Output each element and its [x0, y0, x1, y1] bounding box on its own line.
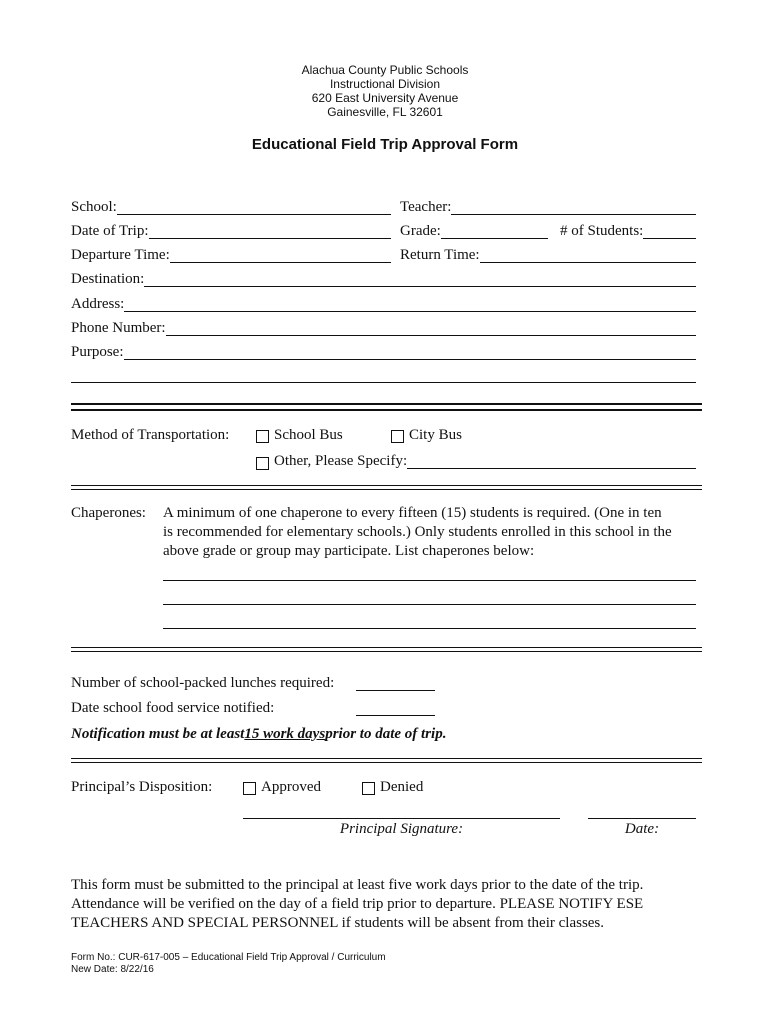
form-number: Form No.: CUR-617-005 – Educational Field Trip Approval / Curriculum [71, 952, 386, 963]
purpose-label: Purpose: [71, 344, 124, 360]
address-input-line[interactable] [124, 296, 696, 312]
lunch-count-label: Number of school-packed lunches required: [71, 675, 335, 691]
submission-notice [71, 876, 711, 933]
lunch-count-input-line[interactable] [356, 675, 435, 691]
principal-date-label: Date: [624, 821, 660, 837]
school-label: School: [71, 199, 117, 215]
destination-input-line[interactable] [144, 271, 696, 287]
district-name: Alachua County Public Schools [301, 63, 469, 77]
grade-input-line[interactable] [441, 223, 548, 239]
departure-time-label: Departure Time: [71, 247, 170, 263]
approved-label: Approved [261, 779, 321, 795]
denied-option[interactable] [362, 779, 423, 796]
notification-requirement [71, 726, 446, 743]
teacher-input-line[interactable] [451, 199, 696, 215]
street-address: 620 East University Avenue [311, 91, 459, 105]
purpose-field[interactable] [71, 342, 696, 360]
transportation-label: Method of Transportation: [71, 427, 230, 443]
city-state-zip: Gainesville, FL 32601 [327, 105, 443, 119]
school-field[interactable] [71, 197, 391, 215]
food-service-date-input-line[interactable] [356, 700, 435, 716]
address-field[interactable] [71, 294, 696, 312]
principal-date-line[interactable] [588, 805, 696, 819]
date-of-trip-field[interactable] [71, 221, 391, 239]
city-bus-checkbox[interactable] [391, 430, 404, 443]
denied-checkbox[interactable] [362, 782, 375, 795]
phone-input-line[interactable] [166, 320, 696, 336]
principal-signature-line[interactable] [243, 805, 560, 819]
teacher-field[interactable] [400, 197, 696, 215]
section-divider [71, 647, 702, 652]
destination-field[interactable] [71, 269, 696, 287]
chaperones-label: Chaperones: [71, 505, 146, 521]
school-bus-label: School Bus [274, 427, 343, 443]
chaperones-text-line: is recommended for elementary schools.) Only students enrolled in this school in the [163, 524, 672, 540]
destination-label: Destination: [71, 271, 145, 287]
notification-text-start: Notification must be at least [71, 726, 245, 742]
other-transport-checkbox[interactable] [256, 457, 269, 470]
other-transport-label: Other, Please Specify: [274, 453, 408, 469]
school-bus-checkbox[interactable] [256, 430, 269, 443]
division-name: Instructional Division [329, 77, 441, 91]
food-service-notified-label: Date school food service notified: [71, 700, 275, 716]
denied-label: Denied [380, 779, 424, 795]
form-footer [71, 952, 386, 976]
num-students-input-line[interactable] [643, 223, 696, 239]
district-header [0, 63, 770, 119]
chaperones-text-line: above grade or group may participate. List chaperones below: [163, 543, 535, 559]
principal-disposition-label: Principal’s Disposition: [71, 779, 213, 795]
grade-field[interactable] [400, 221, 548, 239]
departure-time-input-line[interactable] [170, 247, 391, 263]
city-bus-label: City Bus [409, 427, 462, 443]
principal-signature-label: Principal Signature: [339, 821, 464, 837]
num-students-field[interactable] [560, 221, 696, 239]
date-of-trip-input-line[interactable] [149, 223, 391, 239]
notice-line: This form must be submitted to the principal at least five work days prior to the date of the trip. [71, 877, 644, 893]
chaperones-instructions [163, 504, 703, 561]
phone-label: Phone Number: [71, 320, 166, 336]
notification-text-end: prior to date of trip. [325, 726, 447, 742]
school-bus-option[interactable] [256, 427, 343, 444]
approved-checkbox[interactable] [243, 782, 256, 795]
other-transport-input-line[interactable] [407, 453, 696, 469]
notification-days: 15 work days [244, 726, 326, 742]
address-label: Address: [71, 296, 125, 312]
grade-label: Grade: [400, 223, 441, 239]
return-time-input-line[interactable] [480, 247, 696, 263]
notice-line: Attendance will be verified on the day of a field trip prior to departure. PLEASE NOTIFY ESE [71, 896, 644, 912]
teacher-label: Teacher: [400, 199, 452, 215]
phone-field[interactable] [71, 318, 696, 336]
chaperone-input-line[interactable] [163, 613, 696, 629]
notice-line: TEACHERS AND SPECIAL PERSONNEL if students will be absent from their classes. [71, 915, 605, 931]
chaperone-input-line[interactable] [163, 589, 696, 605]
chaperone-input-line[interactable] [163, 565, 696, 581]
other-transport-option[interactable] [256, 451, 696, 469]
section-divider [71, 485, 702, 490]
form-title: Educational Field Trip Approval Form [251, 136, 519, 153]
purpose-input-line[interactable] [124, 344, 697, 360]
section-divider [71, 758, 702, 763]
form-revision-date: New Date: 8/22/16 [71, 964, 154, 975]
return-time-label: Return Time: [400, 247, 480, 263]
purpose-input-line-2[interactable] [71, 367, 696, 383]
school-input-line[interactable] [117, 199, 391, 215]
departure-time-field[interactable] [71, 245, 391, 263]
city-bus-option[interactable] [391, 427, 462, 444]
return-time-field[interactable] [400, 245, 696, 263]
approved-option[interactable] [243, 779, 321, 796]
chaperones-text-line: A minimum of one chaperone to every fifteen (15) students is required. (One in ten [163, 505, 662, 521]
date-of-trip-label: Date of Trip: [71, 223, 149, 239]
num-students-label: # of Students: [560, 223, 644, 239]
section-divider [71, 403, 702, 411]
